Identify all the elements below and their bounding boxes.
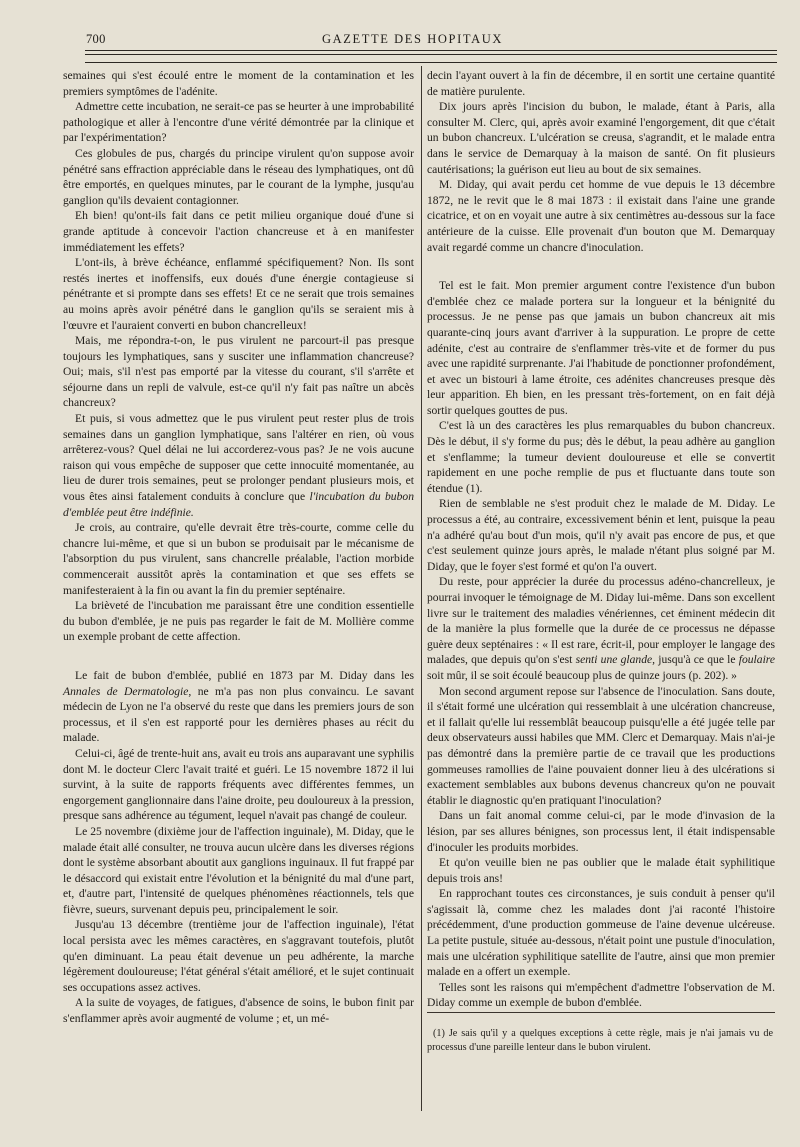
paragraph: C'est là un des caractères les plus remarquables du bubon chancreux. Dès le début, il s'y forme du pus; dès le début, la peau adhère au ganglion et s'enflamme; la tumeur devient douloureuse et elle se convertit rapidement en une poche remplie de pus et fluctuante dans toute son étendue (1).: [427, 419, 775, 495]
paragraph-text: Du reste, pour apprécier la durée du processus adéno-chancrelleux, je pourrai invoquer le témoignage de M. Diday lui-même. Dans son excellent livre sur le traitement des maladies vénériennes, cet éminent médecin dit de la manière la plus formelle que la durée de ce processus ne dépasse guère deux septénaires : « Il est rare, écrit-il, pour employer le langage des malades, que depuis qu'on s'est: [427, 575, 775, 667]
footnote-rule: [427, 1012, 775, 1013]
paragraph: [63, 411, 414, 520]
right-column: [427, 68, 775, 1011]
paragraph: Ces globules de pus, chargés du principe virulent qu'on suppose avoir pénétré sans effraction appréciable dans le réseau des lymphatiques, ont dû être emportés, en quelques minutes, par le courant de la lymphe, jusqu'au ganglion qu'ils devaient contagionner.: [63, 146, 414, 207]
paragraph: Admettre cette incubation, ne serait-ce pas se heurter à une improbabilité pathologique et aller à l'encontre d'une vérité démontrée par la clinique et par l'expérimentation?: [63, 100, 414, 145]
paragraph: Jusqu'au 13 décembre (trentième jour de l'affection inguinale), l'état local persista avec les mêmes caractères, en s'aggravant toutefois, plutôt qu'en diminuant. La peau était devenue un peu adhérente, la marche légèrement douloureuse; l'état général s'était amélioré, et le sujet continuait ses occupations assez actives.: [63, 918, 414, 994]
paragraph: En rapprochant toutes ces circonstances, je suis conduit à penser qu'il s'agissait là, comme chez les malades dont j'ai raconté l'histoire précédemment, d'une production gommeuse de l'aine devenue ulcéreuse. La petite pustule, située au-dessous, n'était point une pustule d'inoculation, mais une ulcération syphilitique satellite de l'autre, ainsi que mon premier malade en a offert un exemple.: [427, 887, 775, 979]
paragraph-text: ne m'a pas non plus convaincu. Le savant médecin de Lyon ne l'a observé du reste que dans les premiers jours de son processus, et il s'en est rapporté pour les dernières phases au récit du malade.: [63, 684, 415, 745]
paragraph-text: soit mûr, il se soit écoulé beaucoup plus de quinze jours (p. 202). »: [427, 668, 737, 682]
paragraph-text: Et puis, si vous admettez que le pus virulent peut rester plus de trois semaines dans un ganglion lymphatique, sans l'altérer en rien, où vous arrêterez-vous? Quel délai ne lui accorderez-vous pas? Je ne vois aucune raison qui vous empêche de supposer que cette innocuité momentanée, au lieu de durer trois semaines, peut se prolonger pendant plusieurs mois, et vous êtes ainsi fatalement conduits à conclure que: [63, 412, 414, 504]
paragraph: Rien de semblable ne s'est produit chez le malade de M. Diday. Le processus a été, au contraire, excessivement bénin et lent, puisque la peau n'a adhéré qu'au bout d'un mois, qu'il n'y avait pas encore de pus, et que c'est seulement quinze jours après, le malade n'étant plus soigné par M. Diday, que le foyer s'est formé et qu'on l'a ouvert.: [427, 497, 775, 573]
paragraph: semaines qui s'est écoulé entre le moment de la contamination et les premiers symptômes de l'adénite.: [63, 69, 414, 98]
journal-title: GAZETTE DES HOPITAUX: [322, 32, 503, 46]
footnote: [427, 1027, 773, 1055]
paragraph: Dix jours après l'incision du bubon, le malade, étant à Paris, alla consulter M. Clerc, qui, après avoir examiné l'engorgement, dit que c'était un bubon chancreux. L'ulcération se creusa, s'agrandit, et le malade entra dans le service de Demarquay à la maison de santé. On fit plusieurs cautérisations; la guérison eut lieu au bout de six semaines.: [427, 100, 775, 176]
column-divider: [421, 66, 422, 1111]
paragraph: Tel est le fait. Mon premier argument contre l'existence d'un bubon d'emblée chez ce malade portera sur la longueur et la bénignité du processus. Je ne pense pas que jamais un bubon chancreux ait mis quarante-cinq jours avant d'arriver à la suppuration. Le propre de cette adénite, c'est au contraire de s'enflammer très-vite et de former du pus avec une rapidité surprenante. J'ai l'habitude de ponctionner profondément, et avec un bistouri à lame étroite, ces adénites chancreuses presque dès leur apparition. Eh bien, en les pressant très-fortement, on en fait déjà sortir quelques gouttes de pus.: [427, 279, 775, 417]
header-rule: [85, 62, 777, 63]
paragraph: Telles sont les raisons qui m'empêchent d'admettre l'observation de M. Diday comme un exemple de bubon d'emblée.: [427, 980, 775, 1010]
header-rule: [85, 54, 777, 55]
paragraph: Mon second argument repose sur l'absence de l'inoculation. Sans doute, il s'était formé une ulcération qui ressemblait à une ulcération chancreuse, et il fallait qu'elle lui ressemblât beaucoup puisqu'elle a été jugée telle par deux observateurs aussi habiles que MM. Clerc et Demarquay. Mais n'ai-je pas démontré dans la première partie de ce travail que les productions gommeuses ramollies de l'aine pouvaient donner lieu à des ulcérations si exactement semblables aux bubons devenus chancreux qu'on ne pouvait établir le diagnostic qu'en pratiquant l'inoculation?: [427, 684, 775, 807]
paragraph: Je crois, au contraire, qu'elle devrait être très-courte, comme celle du chancre lui-même, et que si un bubon se produisait par le mécanisme de l'absorption du pus virulent, sans chancrelle préalable, l'action morbide commencerait aussitôt après la contamination et que ses effets se manifesteraient à la fin ou avant la fin du premier septénaire.: [63, 521, 414, 597]
paragraph: Dans un fait anomal comme celui-ci, par le mode d'invasion de la lésion, par ses allures bénignes, son processus lent, il était indispensable d'inoculer les produits morbides.: [427, 809, 775, 854]
journal-reference: Annales de Dermatologie,: [63, 684, 192, 698]
page-number: 700: [86, 32, 106, 46]
page-header: [60, 30, 765, 50]
paragraph: Celui-ci, âgé de trente-huit ans, avait eu trois ans auparavant une syphilis dont M. le docteur Clerc l'avait traité et guéri. Le 15 novembre 1872 il lui survint, à la suite de rapports fréquents avec différentes femmes, un engorgement ganglionnaire dans l'aine droite, peu douloureux à la pression, presque sans adhérence au tégument, lequel n'avait pas changé de couleur.: [63, 746, 415, 823]
paragraph-text: Le fait de bubon d'emblée, publié en 1873 par M. Diday dans les: [75, 668, 414, 682]
header-rule: [85, 50, 777, 51]
paragraph-text: jusqu'à ce que le: [658, 653, 736, 667]
paragraph: [63, 668, 414, 746]
paragraph: Eh bien! qu'ont-ils fait dans ce petit milieu organique doué d'une si grande aptitude à concevoir l'action chancreuse et à en manifester immédiatement les effets?: [63, 209, 414, 254]
italic-phrase: foulaire: [738, 653, 776, 667]
paragraph: A la suite de voyages, de fatigues, d'absence de soins, le bubon finit par s'enflammer après avoir augmenté de volume ; et, un mé-: [63, 996, 414, 1026]
paragraph: Mais, me répondra-t-on, le pus virulent ne parcourt-il pas presque toujours les lymphatiques, sans y susciter une inflammation chancreuse? Oui; mais, s'il n'est pas emporté par la vitesse du courant, s'il s'arrête et séjourne dans un repli de valvule, est-ce qu'il n'y fait pas naître un abcès chancreux?: [63, 334, 414, 410]
paragraph: Le 25 novembre (dixième jour de l'affection inguinale), M. Diday, que le malade était allé consulter, ne trouva aucun ulcère dans les diverses régions dont le système absorbant aboutit aux ganglions inguinaux. Il fut frappé par le désaccord qui existait entre l'évolution et la bénignité du mal d'une part, et, d'autre part, l'intensité de quelques phénomènes réactionnels, tels que fièvre, sueurs, survenant depuis peu, principalement le soir.: [63, 824, 414, 916]
paragraph: decin l'ayant ouvert à la fin de décembre, il en sortit une certaine quantité de matière purulente.: [427, 69, 775, 98]
paragraph: L'ont-ils, à brève échéance, enflammé spécifiquement? Non. Ils sont restés inertes et inoffensifs, eux doués d'une énergie contagieuse si pénétrante et si prompte dans ses effets! Et ce ne serait que trois semaines au moins après avoir pénétré dans le ganglion qu'ils se seraient mis à l'œuvre et l'auraient converti en bubon chancrelleux!: [63, 256, 414, 332]
italic-phrase: senti une glande,: [575, 653, 656, 667]
paragraph: M. Diday, qui avait perdu cet homme de vue depuis le 13 décembre 1872, ne le revit que le 8 mai 1873 : il existait dans l'aine une grande cicatrice, et on en voyait une autre à six centimètres au-dessous sur la face antérieure de la cuisse. Elle provenait d'un bouton que M. Demarquay avait regardé comme un chancre d'inoculation.: [427, 178, 775, 254]
italic-phrase: l'incubation du bubon d'emblée peut être indéfinie.: [63, 490, 414, 519]
footnote-text: (1) Je sais qu'il y a quelques exceptions à cette règle, mais je n'ai jamais vu de processus d'une pareille lenteur dans le bubon virulent.: [427, 1028, 773, 1053]
paragraph: Et qu'on veuille bien ne pas oublier que le malade était syphilitique depuis trois ans!: [427, 856, 775, 885]
paragraph: [427, 574, 775, 683]
paragraph: La brièveté de l'incubation me paraissant être une condition essentielle du bubon d'emblée, je ne puis pas regarder le fait de M. Mollière comme un exemple probant de cette affection.: [63, 599, 414, 644]
left-column: [63, 68, 414, 1027]
